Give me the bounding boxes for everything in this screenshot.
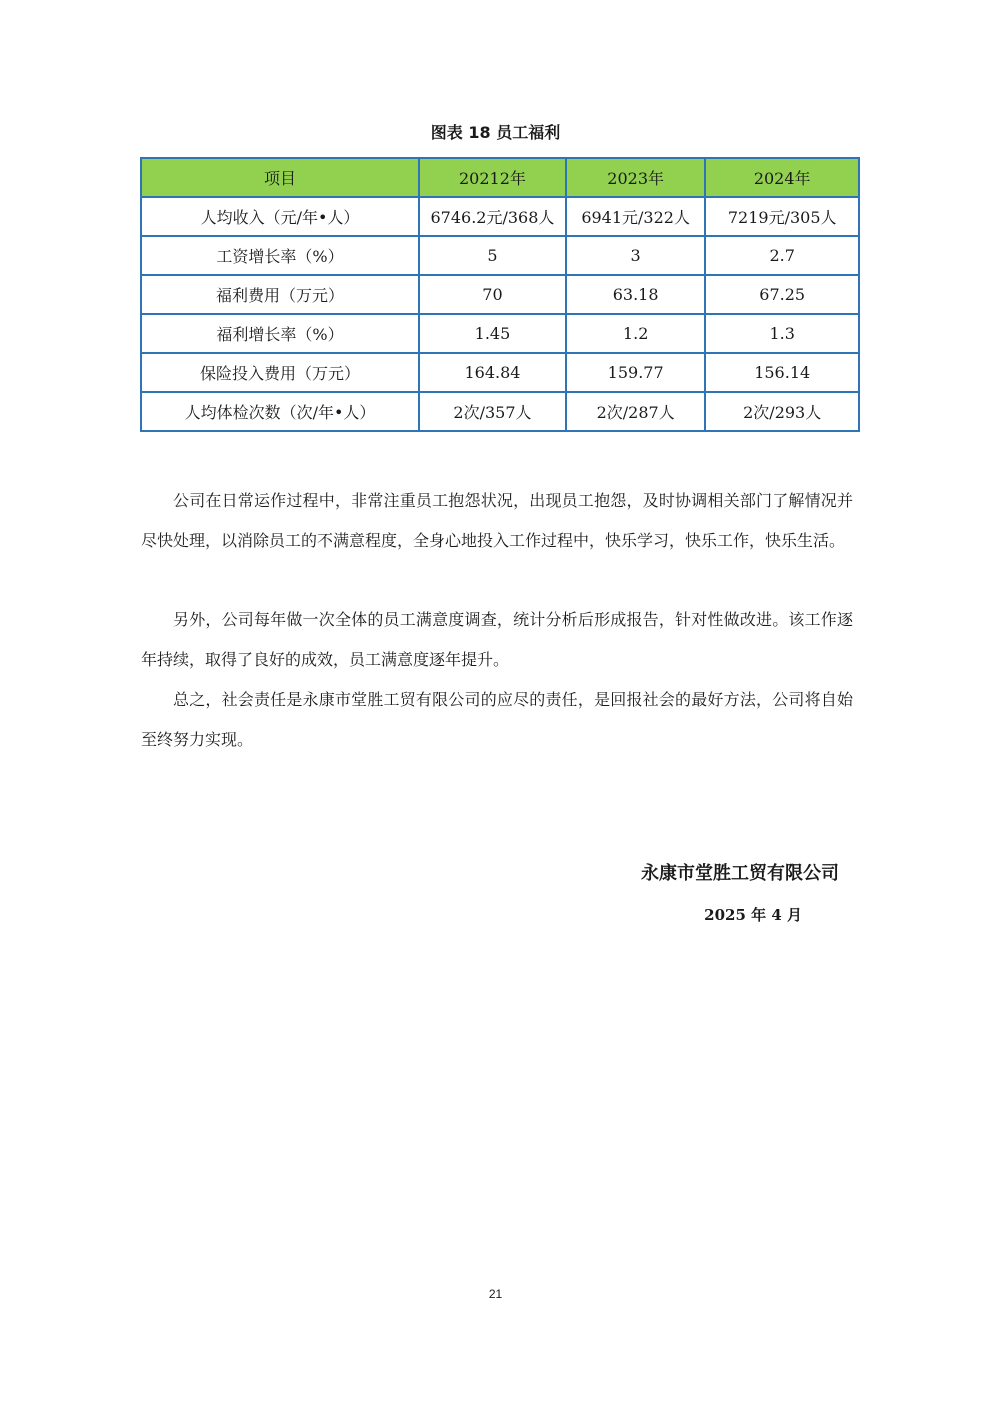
employee-welfare-table [140, 157, 860, 432]
table-cell: 67.25 [705, 275, 859, 314]
page-number: 21 [488, 1287, 503, 1301]
table-cell: 5 [419, 236, 566, 275]
row-label: 福利费用（万元） [141, 275, 419, 314]
table-cell: 6941元/322人 [566, 197, 705, 236]
table-row [141, 197, 859, 236]
row-label: 福利增长率（%） [141, 314, 419, 353]
header-cell-year-3: 2024年 [705, 158, 859, 197]
table-cell: 70 [419, 275, 566, 314]
signature-date: 2025 年 4 月 [704, 906, 802, 924]
header-cell-year-1: 20212年 [419, 158, 566, 197]
table-row [141, 314, 859, 353]
signature-company: 永康市堂胜工贸有限公司 [641, 863, 839, 884]
header-cell-year-2: 2023年 [566, 158, 705, 197]
row-label: 人均收入（元/年•人） [141, 197, 419, 236]
table-cell: 2次/357人 [419, 392, 566, 431]
table-row [141, 353, 859, 392]
row-label: 人均体检次数（次/年•人） [141, 392, 419, 431]
table-row [141, 275, 859, 314]
table-cell: 2次/287人 [566, 392, 705, 431]
body-paragraph-1: 公司在日常运作过程中，非常注重员工抱怨状况，出现员工抱怨，及时协调相关部门了解情况并尽快处理，以消除员工的不满意程度，全身心地投入工作过程中，快乐学习，快乐工作，快乐生活。 [141, 491, 853, 550]
table-header-row [141, 158, 859, 197]
table-cell: 1.45 [419, 314, 566, 353]
body-paragraph-2: 另外，公司每年做一次全体的员工满意度调查，统计分析后形成报告，针对性做改进。该工作逐年持续，取得了良好的成效，员工满意度逐年提升。 [141, 610, 853, 669]
header-cell-item: 项目 [141, 158, 419, 197]
table-cell: 1.2 [566, 314, 705, 353]
body-paragraph-3: 总之，社会责任是永康市堂胜工贸有限公司的应尽的责任，是回报社会的最好方法，公司将自始至终努力实现。 [141, 690, 853, 749]
table-caption: 图表 18 员工福利 [430, 123, 561, 142]
table-cell: 2.7 [705, 236, 859, 275]
table-cell: 164.84 [419, 353, 566, 392]
table-cell: 63.18 [566, 275, 705, 314]
table-row [141, 236, 859, 275]
table-cell: 3 [566, 236, 705, 275]
table-cell: 6746.2元/368人 [419, 197, 566, 236]
table-cell: 7219元/305人 [705, 197, 859, 236]
table-cell: 156.14 [705, 353, 859, 392]
row-label: 保险投入费用（万元） [141, 353, 419, 392]
table-cell: 159.77 [566, 353, 705, 392]
table-row [141, 392, 859, 431]
table-cell: 2次/293人 [705, 392, 859, 431]
row-label: 工资增长率（%） [141, 236, 419, 275]
table-cell: 1.3 [705, 314, 859, 353]
